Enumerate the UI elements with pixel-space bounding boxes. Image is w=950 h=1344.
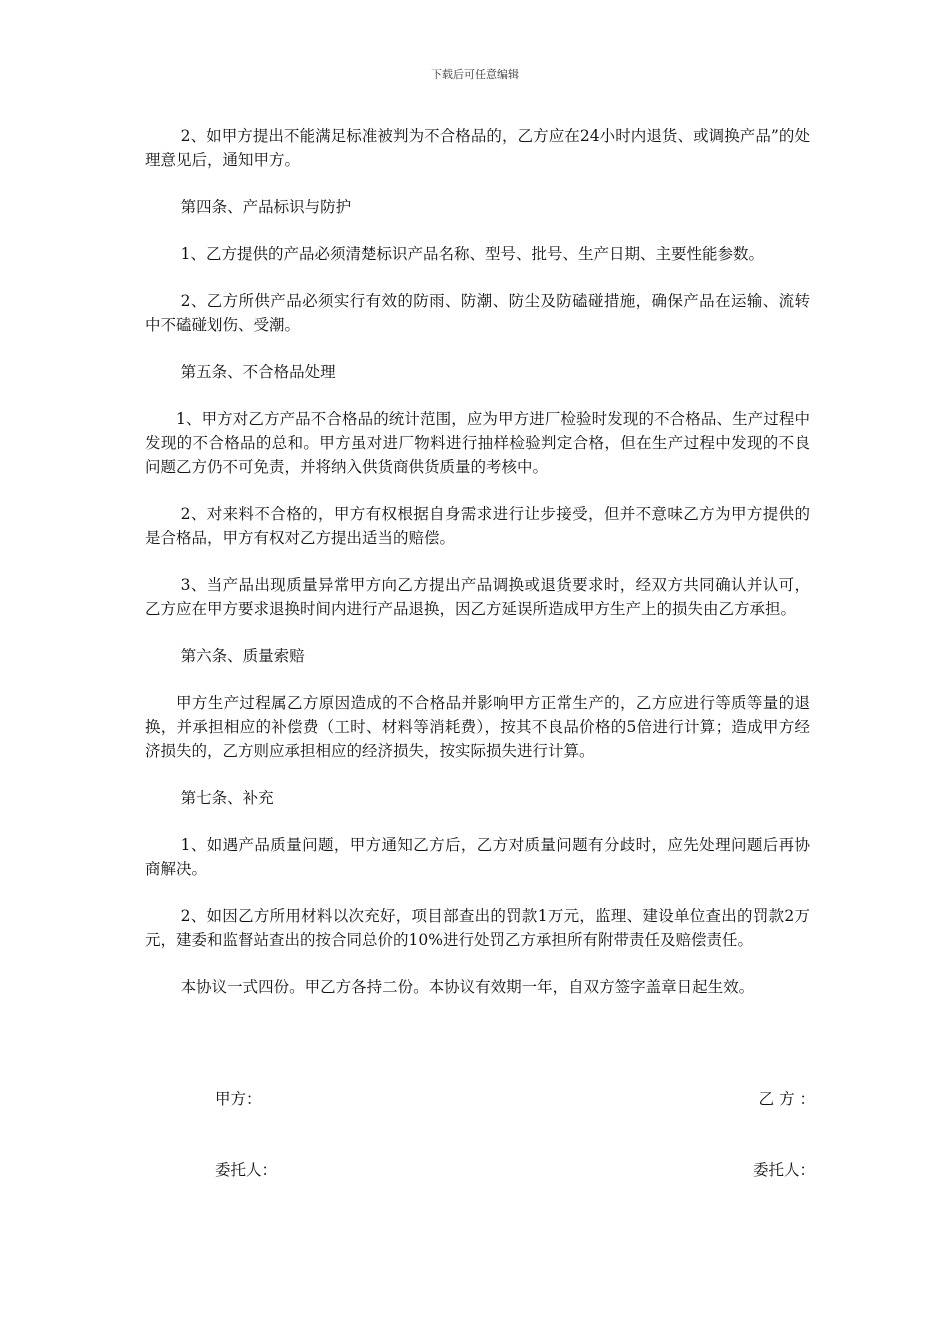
paragraph-nonconforming-scope: 1、甲方对乙方产品不合格品的统计范围，应为甲方进厂检验时发现的不合格品、生产过程中发现的不合格品的总和。甲方虽对进厂物料进行抽样检验判定合格，但在生产过程中发现的不良问题乙方仍不可免责，并将纳入供货商供货质量的考核中。 (145, 410, 810, 476)
signature-agents-row (215, 1158, 815, 1180)
paragraph-return-or-exchange: 2、如甲方提出不能满足标准被判为不合格品的，乙方应在24小时内退货、或调换产品”的处理意见后，通知甲方。 (145, 127, 810, 169)
paragraph-exchange-request: 3、当产品出现质量异常甲方向乙方提出产品调换或退货要求时，经双方共同确认并认可，乙方应在甲方要求退换时间内进行产品退换，因乙方延误所造成甲方生产上的损失由乙方承担。 (145, 576, 810, 618)
agent-b-label: 委托人： (752, 1161, 815, 1179)
paragraph-product-labeling: 1、乙方提供的产品必须清楚标识产品名称、型号、批号、生产日期、主要性能参数。 (180, 245, 765, 263)
paragraph-quality-claim: 甲方生产过程属乙方原因造成的不合格品并影响甲方正常生产的，乙方应进行等质等量的退换，并承担相应的补偿费（工时、材料等消耗费），按其不良品价格的5倍进行计算；造成甲方经济损失的，乙方则应承担相应的经济损失，按实际损失进行计算。 (145, 694, 810, 760)
paragraph-penalties: 2、如因乙方所用材料以次充好，项目部查出的罚款1万元，监理、建设单位查出的罚款2万元，建委和监督站查出的按合同总价的10%进行处罚乙方承担所有附带责任及赔偿责任。 (145, 907, 810, 949)
article-4-heading: 第四条、产品标识与防护 (180, 198, 352, 216)
document-body (145, 124, 810, 1022)
party-a-label: 甲方： (215, 1090, 262, 1108)
article-5-heading: 第五条、不合格品处理 (180, 363, 336, 381)
paragraph-dispute-handling: 1、如遇产品质量问题，甲方通知乙方后，乙方对质量问题有分歧时，应先处理问题后再协商解决。 (145, 836, 810, 878)
party-b-label: 乙 方 ： (758, 1090, 815, 1108)
page-header-note: 下载后可任意编辑 (431, 68, 519, 81)
article-6-heading: 第六条、质量索赔 (180, 647, 305, 665)
paragraph-product-protection: 2、乙方所供产品必须实行有效的防雨、防潮、防尘及防磕碰措施，确保产品在运输、流转中不磕碰划伤、受潮。 (145, 292, 810, 334)
paragraph-concession-acceptance: 2、对来料不合格的，甲方有权根据自身需求进行让步接受，但并不意味乙方为甲方提供的是合格品，甲方有权对乙方提出适当的赔偿。 (145, 505, 810, 547)
paragraph-validity: 本协议一式四份。甲乙方各持二份。本协议有效期一年，自双方签字盖章日起生效。 (180, 978, 755, 996)
signature-parties-row (215, 1087, 815, 1109)
article-7-heading: 第七条、补充 (180, 789, 274, 807)
agent-a-label: 委托人： (215, 1161, 278, 1179)
